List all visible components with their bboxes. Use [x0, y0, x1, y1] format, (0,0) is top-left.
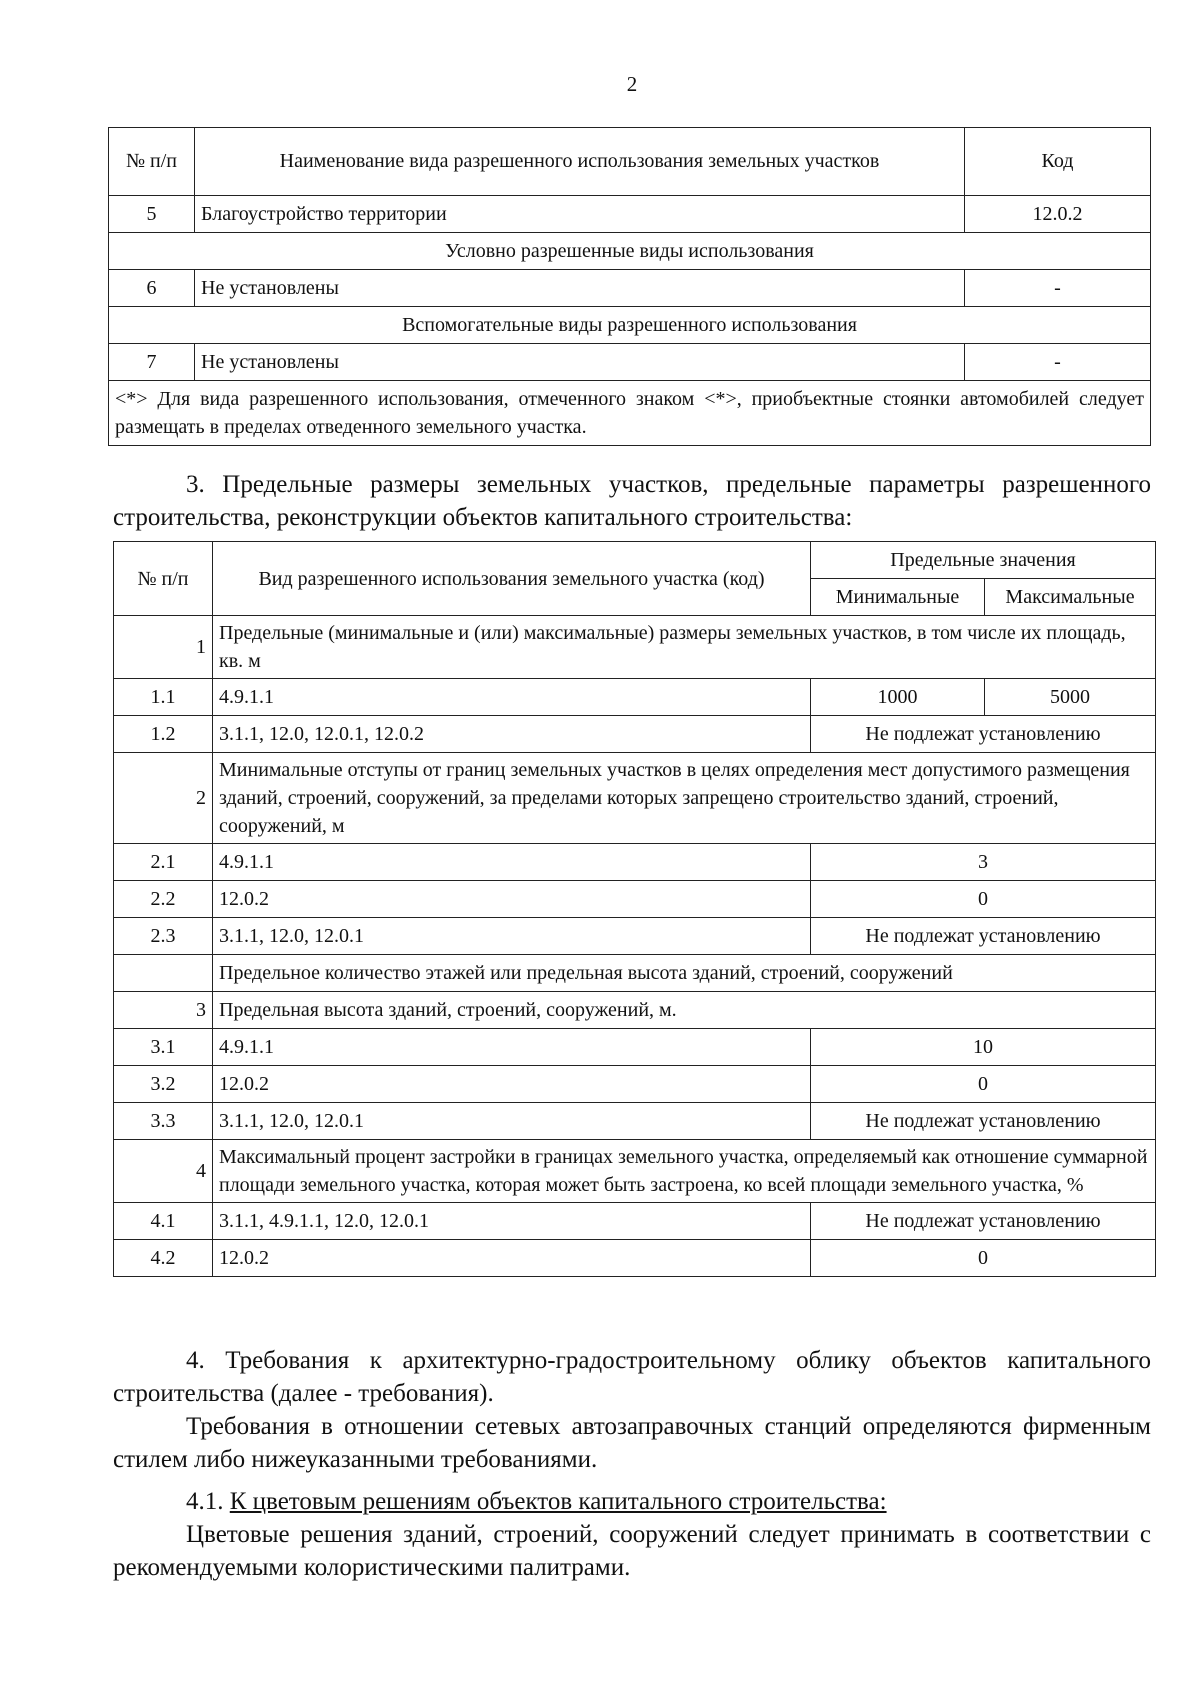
- group-num: 2: [114, 753, 213, 844]
- row-code: 12.0.2: [213, 1066, 811, 1103]
- section-4-paragraph: Требования в отношении сетевых автозаправочных станций определяются фирменным стилем либо нижеуказанными требованиями.: [113, 1413, 1151, 1473]
- header-type: Вид разрешенного использования земельного участка (код): [213, 542, 811, 616]
- row-code: -: [965, 344, 1151, 381]
- row-code: 12.0.2: [965, 196, 1151, 233]
- row-code: 3.1.1, 12.0, 12.0.1: [213, 918, 811, 955]
- section-4-1-title: К цветовым решениям объектов капитального строительства:: [229, 1488, 887, 1515]
- table-row: [114, 1066, 1156, 1103]
- row-num: 4.1: [114, 1203, 213, 1240]
- row-code: 3.1.1, 12.0, 12.0.1, 12.0.2: [213, 716, 811, 753]
- group-row: [114, 992, 1156, 1029]
- permitted-use-table: [108, 127, 1151, 446]
- row-value: 0: [811, 1240, 1156, 1277]
- table-row: [114, 918, 1156, 955]
- group-num: [114, 955, 213, 992]
- table-header-row: [109, 128, 1151, 196]
- table-row: [114, 1203, 1156, 1240]
- row-num: 7: [109, 344, 195, 381]
- section-conditional: Условно разрешенные виды использования: [109, 233, 1151, 270]
- header-name: Наименование вида разрешенного использования земельных участков: [195, 128, 965, 196]
- table-row: [114, 1103, 1156, 1140]
- table-row: [109, 196, 1151, 233]
- row-code: 4.9.1.1: [213, 679, 811, 716]
- table-row: [114, 679, 1156, 716]
- row-num: 5: [109, 196, 195, 233]
- row-code: 12.0.2: [213, 1240, 811, 1277]
- page-number: 2: [626, 72, 638, 96]
- row-value: Не подлежат установлению: [811, 716, 1156, 753]
- table-row: [114, 844, 1156, 881]
- row-num: 2.2: [114, 881, 213, 918]
- group-row: [114, 616, 1156, 679]
- row-num: 2.1: [114, 844, 213, 881]
- group-text: Максимальный процент застройки в границах земельного участка, определяемый как отношение суммарной площади земельного участка, которая может быть застроена, ко всей площади земельного участка, %: [213, 1140, 1156, 1203]
- group-row: [114, 1140, 1156, 1203]
- row-code: 3.1.1, 12.0, 12.0.1: [213, 1103, 811, 1140]
- group-row: [114, 955, 1156, 992]
- row-value: Не подлежат установлению: [811, 1103, 1156, 1140]
- section-4-1-number: 4.1.: [186, 1488, 230, 1515]
- row-num: 1.2: [114, 716, 213, 753]
- group-num: 1: [114, 616, 213, 679]
- row-name: Не установлены: [195, 344, 965, 381]
- row-code: -: [965, 270, 1151, 307]
- row-name: Не установлены: [195, 270, 965, 307]
- section-row: [109, 233, 1151, 270]
- table-row: [109, 344, 1151, 381]
- row-code: 4.9.1.1: [213, 844, 811, 881]
- row-value: Не подлежат установлению: [811, 918, 1156, 955]
- group-text: Предельные (минимальные и (или) максимальные) размеры земельных участков, в том числе их площадь, кв. м: [213, 616, 1156, 679]
- group-num: 4: [114, 1140, 213, 1203]
- footnote: <*> Для вида разрешенного использования, отмеченного знаком <*>, приобъектные стоянки автомобилей следует размещать в пределах отведенного земельного участка.: [109, 381, 1151, 446]
- limits-table: [113, 541, 1156, 1277]
- group-row: [114, 753, 1156, 844]
- section-4-1-text: Цветовые решения зданий, строений, сооружений следует принимать в соответствии с рекомендуемыми колористическими палитрами.: [113, 1521, 1151, 1581]
- row-code: 3.1.1, 4.9.1.1, 12.0, 12.0.1: [213, 1203, 811, 1240]
- row-value: 10: [811, 1029, 1156, 1066]
- header-num: № п/п: [109, 128, 195, 196]
- row-num: 3.1: [114, 1029, 213, 1066]
- row-code: 12.0.2: [213, 881, 811, 918]
- row-num: 4.2: [114, 1240, 213, 1277]
- row-value: 0: [811, 1066, 1156, 1103]
- table-header-row: [114, 542, 1156, 579]
- table-row: [114, 1240, 1156, 1277]
- footnote-row: [109, 381, 1151, 446]
- section-3-heading: 3. Предельные размеры земельных участков, предельные параметры разрешенного строительства, реконструкции объектов капитального строительства:: [113, 471, 1151, 531]
- row-value: 0: [811, 881, 1156, 918]
- header-num: № п/п: [114, 542, 213, 616]
- row-max: 5000: [985, 679, 1156, 716]
- section-auxiliary: Вспомогательные виды разрешенного использования: [109, 307, 1151, 344]
- group-text: Предельное количество этажей или предельная высота зданий, строений, сооружений: [213, 955, 1156, 992]
- section-4-heading: 4. Требования к архитектурно-градостроительному облику объектов капитального строительства (далее - требования).: [113, 1347, 1151, 1407]
- group-text: Минимальные отступы от границ земельных участков в целях определения мест допустимого размещения зданий, строений, сооружений, за пределами которых запрещено строительство зданий, строений, сооружений, м: [213, 753, 1156, 844]
- table-row: [114, 1029, 1156, 1066]
- row-value: 3: [811, 844, 1156, 881]
- row-name: Благоустройство территории: [195, 196, 965, 233]
- row-num: 3.3: [114, 1103, 213, 1140]
- table-row: [114, 881, 1156, 918]
- header-max: Максимальные: [985, 579, 1156, 616]
- header-min: Минимальные: [811, 579, 985, 616]
- header-code: Код: [965, 128, 1151, 196]
- row-num: 6: [109, 270, 195, 307]
- header-limits: Предельные значения: [811, 542, 1156, 579]
- section-4-1-heading: [113, 1485, 1151, 1518]
- row-value: Не подлежат установлению: [811, 1203, 1156, 1240]
- row-min: 1000: [811, 679, 985, 716]
- row-code: 4.9.1.1: [213, 1029, 811, 1066]
- group-num: 3: [114, 992, 213, 1029]
- row-num: 3.2: [114, 1066, 213, 1103]
- row-num: 1.1: [114, 679, 213, 716]
- section-row: [109, 307, 1151, 344]
- row-num: 2.3: [114, 918, 213, 955]
- table-row: [109, 270, 1151, 307]
- group-text: Предельная высота зданий, строений, сооружений, м.: [213, 992, 1156, 1029]
- table-row: [114, 716, 1156, 753]
